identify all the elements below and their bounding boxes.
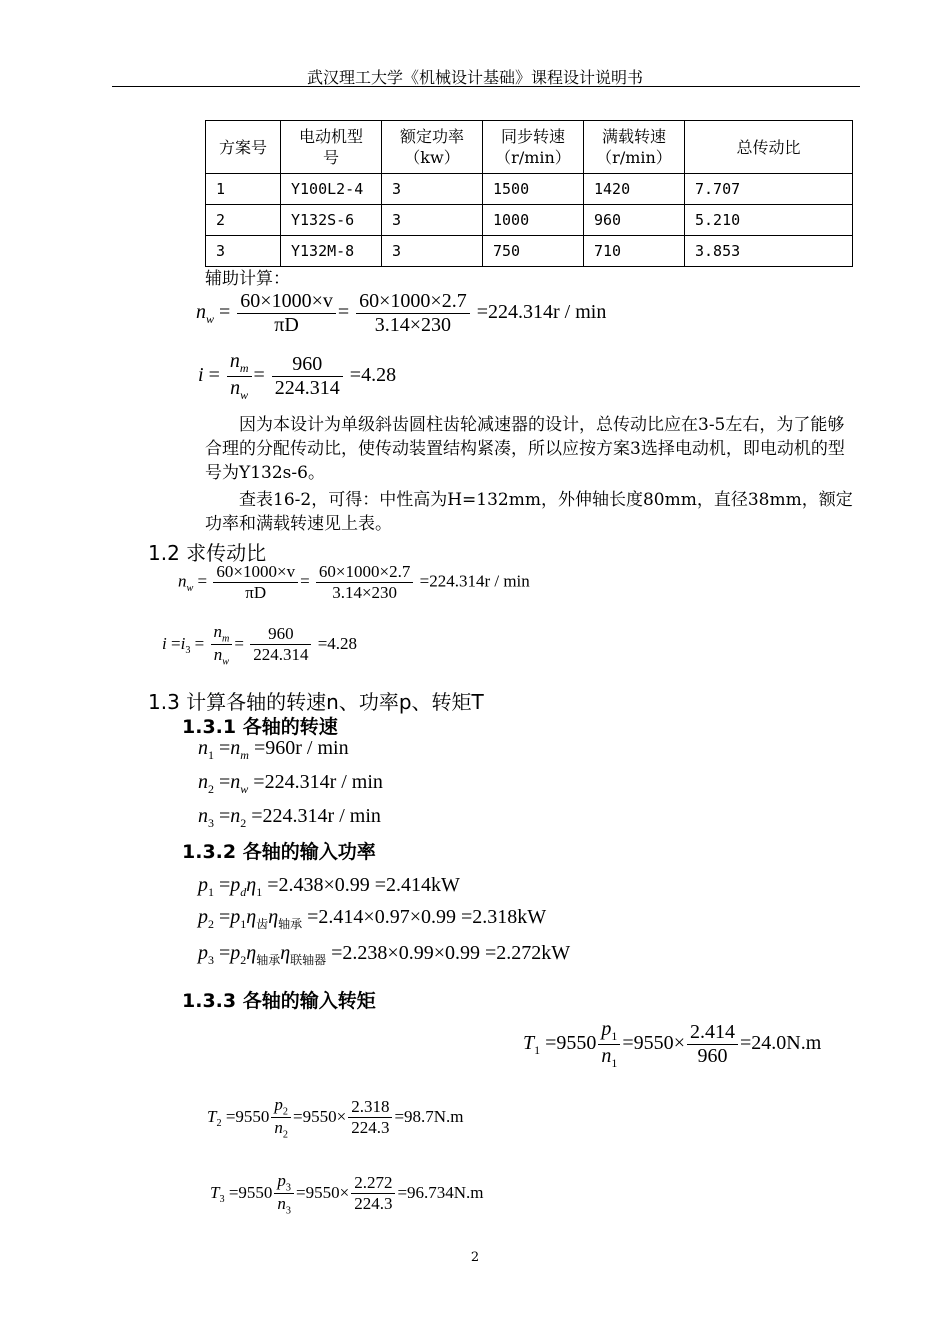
paragraph-table-lookup: 查表16-2，可得：中性高为H=132mm，外伸轴长度80mm，直径38mm，额定功率和满载转速见上表。 <box>205 490 853 534</box>
table-header-cell: 方案号 <box>206 121 281 174</box>
formula-i: $i =i_3$ = $\frac{n_m}{n_w}$ = $\frac{960}{224.314}$ =4.28 <box>162 622 358 668</box>
section-1-3-1-title: 1.3.1 各轴的转速 <box>182 716 338 738</box>
table-cell: Y132S-6 <box>281 205 382 236</box>
table-cell: 3 <box>382 236 483 267</box>
table-cell: 1420 <box>584 174 685 205</box>
formula-n1: $n_1 =n_m =960r / \min$ <box>198 737 349 762</box>
formula-p1: $p_1 =p_d\eta_1 =2.438\times 0.99 =2.414kW$ <box>198 874 460 899</box>
formula-i-aux: i = $\frac{n_m}{n_w}$ = $\frac{960}{224.314}$ =4.28 <box>198 350 397 402</box>
table-cell: 7.707 <box>685 174 853 205</box>
table-header-cell: 总传动比 <box>685 121 853 174</box>
formula-n2: $n_2 =n_w =224.314r / \min$ <box>198 771 383 796</box>
table-cell: Y132M-8 <box>281 236 382 267</box>
formula-nw-aux: $n_w$ = $\frac{60\times 1000\times v}{\pi D}$ = $\frac{60\times 1000\times 2.7}{3.14\times 230}$ =224.314r / min <box>196 290 607 336</box>
formula-n3: $n_3 =n_2 =224.314r / \min$ <box>198 805 381 830</box>
header-rule <box>112 86 860 87</box>
table-cell: 3 <box>206 236 281 267</box>
formula-nw: $n_w$ = $\frac{60\times 1000\times v}{\pi D}$ = $\frac{60\times 1000\times 2.7}{3.14\times 230}$ =224.314r / min <box>178 562 530 602</box>
table-header-row <box>206 121 853 174</box>
table-cell: 1000 <box>483 205 584 236</box>
section-1-3-3-title: 1.3.3 各轴的输入转矩 <box>182 990 376 1012</box>
table-cell: 750 <box>483 236 584 267</box>
page-number: 2 <box>470 1250 480 1265</box>
section-1-2-title: 1.2 求传动比 <box>148 541 267 565</box>
table-header-cell: 电动机型 号 <box>281 121 382 174</box>
table-cell: 1 <box>206 174 281 205</box>
paragraph-motor-choice: 因为本设计为单级斜齿圆柱齿轮减速器的设计，总传动比应在3-5左右，为了能够合理的分配传动比，使传动装置结构紧凑，所以应按方案3选择电动机，即电动机的型号为Y132s-6。 <box>205 415 845 483</box>
formula-p3: $p_3 =p_2\eta_{轴承}\eta_{联轴器} =2.238\times 0.99\times 0.99 =2.272kW$ <box>198 942 571 967</box>
table-header-cell: 额定功率 （kw） <box>382 121 483 174</box>
formula-t1: $T_1 =9550$ $\frac{p_1}{n_1}$ =9550× $\frac{2.414}{960}$ =24.0N.m <box>523 1018 822 1070</box>
page-header: 武汉理工大学《机械设计基础》课程设计说明书 <box>306 68 643 87</box>
table-cell: 3 <box>382 205 483 236</box>
section-1-3-title: 1.3 计算各轴的转速n、功率p、转矩T <box>148 690 484 714</box>
aux-calc-label: 辅助计算： <box>205 269 290 289</box>
table-cell: 960 <box>584 205 685 236</box>
table-cell: 3 <box>382 174 483 205</box>
formula-p2: $p_2 =p_1\eta_齿\eta_{轴承} =2.414\times 0.97\times 0.99 =2.318kW$ <box>198 906 547 931</box>
table-cell: 2 <box>206 205 281 236</box>
table-cell: 710 <box>584 236 685 267</box>
formula-t3: $T_3 =9550$ $\frac{p_3}{n_3}$ =9550× $\frac{2.272}{224.3}$ =96.734N.m <box>210 1171 484 1217</box>
table-row <box>206 236 853 267</box>
table-header-cell: 满载转速 （r/min） <box>584 121 685 174</box>
table-cell: 1500 <box>483 174 584 205</box>
table-row <box>206 205 853 236</box>
table-cell: 5.210 <box>685 205 853 236</box>
table-cell: Y100L2-4 <box>281 174 382 205</box>
formula-t2: $T_2 =9550$ $\frac{p_2}{n_2}$ =9550× $\frac{2.318}{224.3}$ =98.7N.m <box>207 1095 464 1141</box>
motor-selection-table <box>205 120 853 267</box>
section-1-3-2-title: 1.3.2 各轴的输入功率 <box>182 841 376 863</box>
table-header-cell: 同步转速 （r/min） <box>483 121 584 174</box>
table-row <box>206 174 853 205</box>
table-cell: 3.853 <box>685 236 853 267</box>
